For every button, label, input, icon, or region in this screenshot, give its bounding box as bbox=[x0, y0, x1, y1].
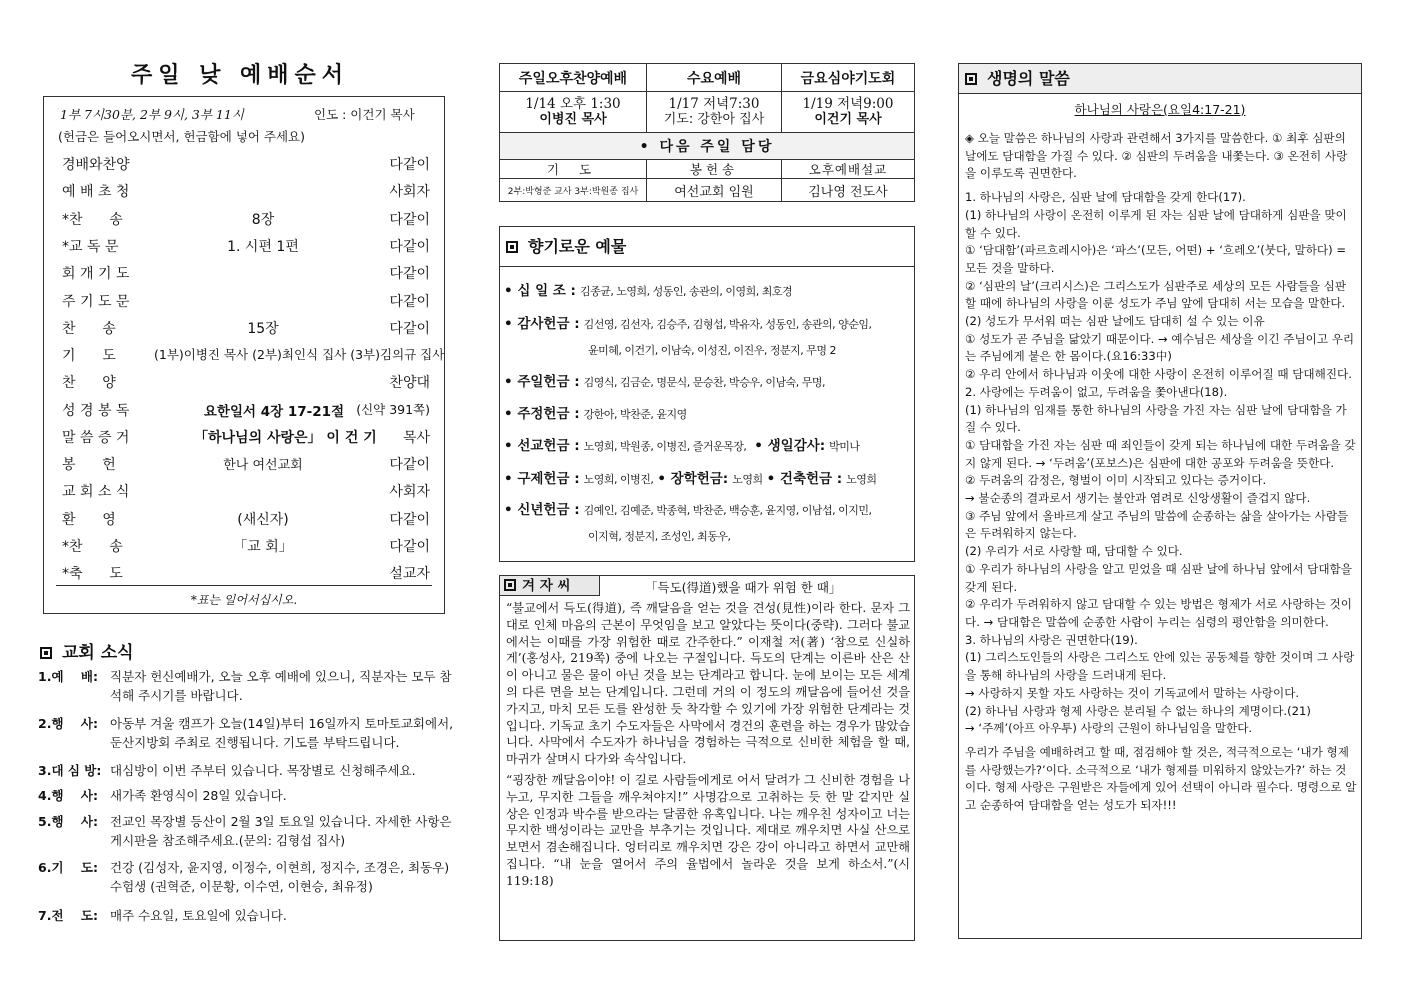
order-item-name: 찬 송 bbox=[62, 321, 116, 337]
offering-note: (헌금은 들어오시면서, 헌금함에 넣어 주세요) bbox=[58, 129, 305, 144]
church-news-title bbox=[40, 638, 134, 663]
offering-label: • 선교헌금 : bbox=[504, 438, 580, 454]
sermon-line: ② 우리가 두려워하지 않고 담대할 수 있는 방법은 형제가 서로 사랑하는 것이다. → 담대함은 말씀에 순종한 사람이 누리는 심령의 평안함을 의미한다. bbox=[965, 597, 1352, 629]
role-header: 봉헌송 bbox=[647, 160, 782, 179]
order-item-name: 환 영 bbox=[62, 512, 116, 528]
order-row bbox=[44, 263, 446, 289]
service-header: 금요심야기도회 bbox=[782, 64, 915, 92]
role-header: 기 도 bbox=[500, 160, 647, 179]
service-header: 주일오후찬양예배 bbox=[500, 64, 647, 92]
offering-box bbox=[499, 226, 915, 562]
offering-names: 강한아, 박찬준, 윤지영 bbox=[583, 408, 687, 421]
sermon-line: ② 두려움의 감정은, 형벌이 이미 시작되고 있다는 증거이다. bbox=[965, 473, 1267, 488]
order-item-content: (새신자) bbox=[237, 512, 289, 528]
sermon-line: ③ 주님 앞에서 올바르게 살고 주님의 말씀에 순종하는 삶을 살아가는 사람들은 두려워하지 않는다. bbox=[965, 508, 1349, 541]
mustard-seed-title-text: 겨 자 씨 bbox=[522, 578, 571, 594]
order-item-name: *찬 송 bbox=[62, 539, 123, 555]
order-item-name: 찬 양 bbox=[62, 375, 116, 391]
square-bullet-icon bbox=[506, 241, 518, 253]
sermon-line: 3. 하나님의 사랑은 권면한다(19). bbox=[965, 632, 1138, 647]
sermon-line: → 불순종의 결과로서 생기는 불안과 염려로 신앙생활이 즐겁지 않다. bbox=[965, 491, 1311, 506]
order-row bbox=[44, 372, 446, 398]
service-header: 수요예배 bbox=[647, 64, 782, 92]
service-time: 1/19 저녁9:00 bbox=[802, 96, 894, 112]
order-item-name: 봉 헌 bbox=[62, 457, 116, 473]
offering-names: 노영희, 이병진, bbox=[583, 473, 654, 486]
mustard-seed-title bbox=[500, 576, 600, 596]
order-item-name: *교 독 문 bbox=[62, 239, 119, 255]
news-label: 4.행 사: bbox=[38, 788, 99, 803]
order-item-who: 다같이 bbox=[389, 457, 430, 473]
offering-label: • 주정헌금 : bbox=[504, 406, 580, 422]
offering-names: 김종균, 노영희, 성동인, 송관의, 이영희, 최호경 bbox=[579, 285, 793, 298]
order-row bbox=[44, 236, 446, 262]
worship-order-box bbox=[43, 96, 445, 614]
sermon-line: (1) 하나님의 사랑이 온전히 이루게 된 자는 심판 날에 담대하게 심판을 맞이할 수 있다. bbox=[965, 207, 1347, 240]
order-item-who: 다같이 bbox=[389, 157, 430, 173]
order-item-who: 다같이 bbox=[389, 239, 430, 255]
paragraph: “굉장한 깨달음이야! 이 길로 사람들에게로 어서 달려가 그 신비한 경험을 나누고, 무지한 그들을 깨우쳐야지!” 사명감으로 고취하는 듯 한 말 같지만 실상은 인정과 박수를 받으라는 달콤한 유혹입니다. 나는 깨우친 성자이고 너는 무지한 백성이라는 교만을 부추기는 것입니다. 제대로 깨우치면 사실 산으로 보면서 겸손해집니다. 엉터리로 깨우치면 강은 강이 아니라고 하면서 교만해집니다. “내 눈을 열어서 주의 율법에서 놀라운 것을 보게 하소서.”(시 119:18) bbox=[506, 772, 910, 888]
service-leader: 인도 : 이건기 목사 bbox=[314, 107, 415, 122]
word-of-life-title bbox=[959, 64, 1361, 94]
offering-names: 박미나 bbox=[829, 440, 860, 453]
service-time: 1/14 오후 1:30 bbox=[525, 96, 621, 112]
offering-names: 김영식, 김금순, 명문식, 문승찬, 박승우, 이남숙, 무명, bbox=[583, 376, 826, 389]
order-item-name: 회 개 기 도 bbox=[62, 266, 130, 282]
offering-label: • 감사헌금 : bbox=[504, 316, 580, 332]
order-item-name: 기 도 bbox=[62, 348, 116, 364]
role-person: 여선교회 임원 bbox=[647, 179, 782, 202]
order-item-who: 다같이 bbox=[389, 212, 430, 228]
order-item-who: 다같이 bbox=[389, 294, 430, 310]
sermon-line: ① 우리가 하나님의 사랑을 알고 믿었을 때 심판 날에 하나님 앞에서 담대함을 갖게 된다. bbox=[965, 561, 1352, 594]
order-row bbox=[44, 454, 446, 480]
news-text: 직분자 헌신예배가, 오늘 오후 예배에 있으니, 직분자는 모두 참석해 주시기를 바랍니다. bbox=[110, 669, 452, 703]
sermon-line: ② 우리 안에서 하나님과 이웃에 대한 사랑이 온전히 이루어질 때 담대해진다. bbox=[965, 367, 1352, 382]
order-item-who: 설교자 bbox=[389, 566, 430, 582]
order-row bbox=[44, 181, 446, 207]
service-person: 기도: 강한아 집사 bbox=[663, 112, 765, 127]
sermon-line: ① ‘담대함’(파르흐레시아)은 ‘파스’(모든, 어떤) + ‘흐레오’(붓다, 말하다) = 모든 것을 말하다. bbox=[965, 243, 1347, 275]
order-item-who: 다같이 bbox=[389, 512, 430, 528]
church-news-title-text: 교회 소식 bbox=[62, 643, 134, 663]
worship-order-title: 주일 낮 예배순서 bbox=[130, 63, 350, 88]
order-row bbox=[44, 291, 446, 317]
order-row bbox=[44, 481, 446, 507]
offering-names-2: 이지혁, 정분지, 조성인, 최동우, bbox=[588, 530, 731, 543]
order-row bbox=[44, 509, 446, 535]
word-of-life-box bbox=[958, 63, 1362, 939]
news-text: 아동부 겨울 캠프가 오늘(14일)부터 16일까지 토마토교회에서, 둔산지방회 주최로 진행됩니다. 기도를 부탁드립니다. bbox=[110, 716, 454, 750]
order-row bbox=[44, 209, 446, 235]
sermon-line: (1) 하나님의 임재를 통한 하나님의 사랑을 가진 자는 심판 날에 담대함을 가질 수 있다. bbox=[965, 402, 1347, 435]
role-cell bbox=[500, 179, 647, 202]
divider bbox=[56, 585, 432, 586]
order-item-name: *찬 송 bbox=[62, 212, 123, 228]
offering-title-text: 향기로운 예물 bbox=[528, 237, 627, 256]
order-item-who: 다같이 bbox=[389, 321, 430, 337]
order-row bbox=[44, 318, 446, 344]
offering-label: • 십 일 조 : bbox=[504, 283, 576, 299]
news-item bbox=[38, 906, 458, 925]
offering-names: 김예인, 김예준, 박종혁, 박찬준, 백승훈, 윤지영, 이남섭, 이지민, bbox=[583, 504, 872, 517]
service-times: 1부 7시30분, 2부 9시, 3부 11시 bbox=[60, 107, 244, 122]
order-item-content: 「교 회」 bbox=[233, 539, 293, 555]
news-item bbox=[38, 812, 458, 850]
order-row bbox=[44, 536, 446, 562]
offering-row bbox=[504, 435, 912, 458]
order-item-name: 성 경 봉 독 bbox=[62, 403, 130, 419]
news-item bbox=[38, 714, 458, 752]
offering-names: 노영희 bbox=[732, 473, 763, 486]
order-row bbox=[44, 154, 446, 180]
role-header: 오후예배설교 bbox=[782, 160, 915, 179]
service-person: 이병진 목사 bbox=[539, 112, 607, 127]
offering-label: • 장학헌금: bbox=[657, 471, 729, 487]
service-cell bbox=[647, 92, 782, 133]
service-cell bbox=[782, 92, 915, 133]
order-row bbox=[44, 427, 446, 453]
paragraph: “불교에서 득도(得道), 즉 깨달음을 얻는 것을 견성(見性)이라 한다. 문자 그대로 인체 마음의 근본이 무엇임을 보고 알았다는 뜻이다(중략). 그러다 불교에서는 이때를 가장 위험한 때로 간주한다.” 이재철 저(著) ‘참으로 신실하게’(홍성사, 219쪽) 중에 나오는 구절입니다. 득도의 단계는 이른바 산은 산이 아니고 물은 물이 아닌 것을 보는 단계라고 합니다. 눈에 보이는 모든 세계의 다른 면을 보는 단계입니다. 그런데 거의 이 정도의 깨달음에 들어선 것을 가지고, 마치 모든 도를 완성한 듯 착각할 수 있기에 가장 위험한 단계라는 것입니다. 기독교 초기 수도자들은 사막에서 경건의 훈련을 하는 경우가 많았습니다. 사막에서 수도자가 하나님을 경험하는 극적으로 신비한 체험을 할 때, 마귀가 살며시 다가와 속삭입니다. bbox=[506, 601, 910, 767]
sermon-line: ② ‘심판의 날’(크리시스)은 그리스도가 심판주로 세상의 모든 사람들을 심판할 때에 하나님의 사랑을 이룬 성도가 주님 앞에 담대히 서는 모습을 말한다. bbox=[965, 278, 1347, 311]
offering-label: • 구제헌금 : bbox=[504, 471, 580, 487]
service-time: 1/17 저녁7:30 bbox=[668, 96, 760, 112]
news-item bbox=[38, 786, 458, 805]
order-item-name: 주 기 도 문 bbox=[62, 294, 130, 310]
next-sunday-title: • 다음 주일 담당 bbox=[500, 133, 915, 160]
order-item-content: 15장 bbox=[247, 321, 279, 337]
news-item bbox=[38, 761, 458, 780]
word-of-life-title-text: 생명의 말씀 bbox=[987, 69, 1070, 88]
news-label: 7.전 도: bbox=[38, 908, 99, 923]
order-item-who: 목사 bbox=[402, 430, 430, 446]
order-item-who: 사회자 bbox=[389, 484, 430, 500]
offering-row bbox=[504, 313, 912, 362]
sermon-line: 1. 하나님의 사랑은, 심판 날에 담대함을 갖게 한다(17). bbox=[965, 190, 1246, 205]
sermon-line: ① 성도가 곧 주님을 닮았기 때문이다. → 예수님은 세상을 이긴 주님이고 우리는 주님에게 붙은 한 몸이다.(요16:33中) bbox=[965, 331, 1355, 364]
news-label: 2.행 사: bbox=[38, 716, 99, 731]
offering-row bbox=[504, 499, 912, 548]
sermon-title-text: 하나님의 사랑은(요일4:17-21) bbox=[1074, 102, 1246, 117]
order-item-name: *축 도 bbox=[62, 566, 123, 582]
news-text-2: 수험생 (권혁준, 이문황, 이수연, 이현승, 최유정) bbox=[110, 879, 373, 894]
news-text: 전교인 목장별 등산이 2월 3일 토요일 있습니다. 자세한 사항은 게시판을 참조해주세요.(문의: 김형섭 집사) bbox=[110, 814, 452, 848]
offering-names: 노영희, 박원종, 이병진, 즐거운목장, bbox=[583, 440, 747, 453]
sermon-line: (2) 우리가 서로 사랑할 때, 담대할 수 있다. bbox=[965, 544, 1183, 559]
square-bullet-icon bbox=[40, 647, 52, 659]
sermon-body bbox=[965, 130, 1357, 815]
news-text: 건강 (김성자, 윤지영, 이정수, 이현희, 정지수, 조경은, 최동우) bbox=[110, 860, 450, 875]
news-label: 3.대 심 방: bbox=[38, 763, 102, 778]
news-text: 대심방이 이번 주부터 있습니다. 목장별로 신청해주세요. bbox=[110, 763, 416, 778]
news-item bbox=[38, 858, 458, 896]
sermon-title bbox=[959, 100, 1361, 118]
offering-names: 노영희 bbox=[846, 473, 877, 486]
order-item-content: 한나 여선교회 bbox=[223, 458, 303, 473]
offering-row bbox=[504, 468, 912, 491]
stand-note: *표는 일어서십시오. bbox=[190, 593, 298, 607]
offering-label: • 건축헌금 : bbox=[766, 471, 843, 487]
sermon-line: (2) 성도가 무서워 떠는 심판 날에도 담대히 설 수 있는 이유 bbox=[965, 314, 1265, 329]
news-text: 새가족 환영식이 28일 있습니다. bbox=[110, 788, 287, 803]
order-item-content: 1. 시편 1편 bbox=[227, 239, 299, 255]
offering-label: • 주일헌금 : bbox=[504, 374, 580, 390]
order-item-who: 사회자 bbox=[389, 184, 430, 200]
role-person: 2부:박형준 교사 3부:박원종 집사 bbox=[507, 187, 639, 197]
offering-row bbox=[504, 403, 912, 426]
mustard-seed-box bbox=[499, 575, 915, 941]
order-item-content: 8장 bbox=[251, 212, 275, 228]
mustard-seed-body bbox=[506, 600, 910, 894]
order-item-name: 예 배 초 청 bbox=[62, 184, 130, 200]
news-label: 1.예 배: bbox=[38, 669, 99, 684]
services-table bbox=[499, 63, 915, 202]
news-item bbox=[38, 667, 458, 705]
offering-row bbox=[504, 280, 912, 303]
order-row bbox=[44, 345, 446, 371]
offering-label: • 신년헌금 : bbox=[504, 502, 580, 518]
order-item-who: 다같이 bbox=[389, 539, 430, 555]
square-bullet-icon bbox=[965, 73, 977, 85]
order-item-content: 「하나님의 사랑은」 이 건 기 bbox=[194, 430, 377, 446]
service-person: 이건기 목사 bbox=[814, 112, 882, 127]
sermon-line: ① 담대함을 가진 자는 심판 때 죄인들이 갖게 되는 하나님에 대한 두려움을 갖지 않게 된다. → ‘두려움’(포보스)은 심판에 대한 공포와 두려움을 뜻한다. bbox=[965, 437, 1356, 470]
square-bullet-icon bbox=[504, 579, 516, 591]
order-item-content: 요한일서 4장 17-21절 bbox=[203, 404, 345, 420]
order-item-who: (신약 391쪽) bbox=[356, 402, 430, 417]
order-item-name: 말 씀 증 거 bbox=[62, 430, 130, 446]
order-item-name: 교 회 소 식 bbox=[62, 484, 130, 500]
news-label: 6.기 도: bbox=[38, 860, 99, 875]
sermon-line: → 사랑하지 못할 자도 사랑하는 것이 기독교에서 말하는 사랑이다. bbox=[965, 685, 1300, 700]
sermon-line: (2) 하나님 사랑과 형제 사랑은 분리될 수 없는 하나의 계명이다.(21) bbox=[965, 703, 1311, 718]
news-text: 매주 수요일, 토요일에 있습니다. bbox=[110, 908, 287, 923]
order-item-who: 찬양대 bbox=[389, 375, 430, 391]
order-item-who: 다같이 bbox=[389, 266, 430, 282]
sermon-line: ◈ 오늘 말씀은 하나님의 사랑과 관련해서 3가지를 말씀한다. ① 최후 심판의 날에도 담대함을 가질 수 있다. ② 심판의 두려움을 내쫓는다. ③ 온전히 사랑을 이루도록 권면한다. bbox=[965, 131, 1348, 181]
offering-names: 김선영, 김선자, 김승주, 김형섭, 박유자, 성동인, 송관의, 양순임, bbox=[583, 318, 872, 331]
offering-row bbox=[504, 371, 912, 394]
sermon-line: → ‘주께’(아프 아우투) 사랑의 근원이 하나님임을 말한다. bbox=[965, 721, 1253, 736]
order-item-name: 경배와찬양 bbox=[62, 157, 130, 173]
order-item-content: (1부)이병진 목사 (2부)최인식 집사 (3부)김의규 집사 bbox=[154, 347, 445, 362]
order-row bbox=[44, 400, 446, 426]
offering-title bbox=[500, 227, 914, 267]
sermon-line: 2. 사랑에는 두려움이 없고, 두려움을 쫓아낸다(18). bbox=[965, 384, 1228, 399]
sermon-line: (1) 그리스도인들의 사랑은 그리스도 안에 있는 공동체를 향한 것이며 그 사랑을 통해 하나님의 사랑을 드러내게 된다. bbox=[965, 650, 1355, 683]
role-person: 김나영 전도사 bbox=[782, 179, 915, 202]
sermon-line: 우리가 주님을 예배하려고 할 때, 점검해야 할 것은, 적극적으로는 ‘내가 형제를 사랑했는가?’이다. 소극적으로 ‘내가 형제를 미워하지 않았는가?’ 하는 것이다. 형제 사랑은 구원받은 자들에게 있어 선택이 아니라 필수다. 명령으로 알고 순종하여 담대함을 얻는 성도가 되자!!! bbox=[965, 744, 1357, 813]
service-cell bbox=[500, 92, 647, 133]
news-label: 5.행 사: bbox=[38, 814, 99, 829]
offering-names-2: 윤미혜, 이건기, 이남숙, 이성진, 이진우, 정분지, 무명 2 bbox=[588, 344, 836, 357]
mustard-seed-subtitle: 「득도(得道)했을 때가 위험 한 때」 bbox=[645, 580, 842, 595]
offering-label: • 생일감사: bbox=[754, 438, 826, 454]
